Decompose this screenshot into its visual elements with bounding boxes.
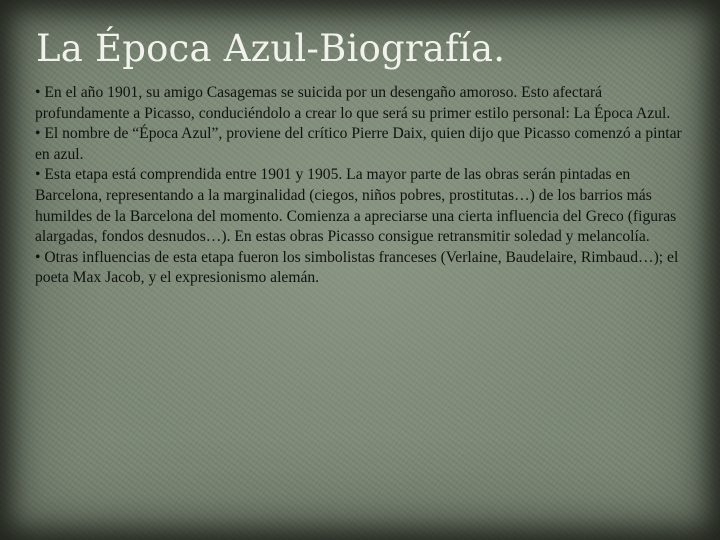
bullet-item: • Esta etapa está comprendida entre 1901 y 1905. La mayor parte de las obras serán pintadas en Barcelona, representando a la marginalidad (ciegos, niños pobres, prostitutas…) de los barrios más humildes de la Barcelona del momento. Comienza a apreciarse una cierta influencia del Greco (figuras alargadas, fondos desnudos…). En estas obras Picasso consigue retransmitir soledad y melancolía. bbox=[35, 166, 677, 246]
bullet-item: • Otras influencias de esta etapa fueron los simbolistas franceses (Verlaine, Baudelaire, Rimbaud…); el poeta Max Jacob, y el expresionismo alemán. bbox=[35, 248, 679, 287]
bullet-item: • El nombre de “Época Azul”, proviene del crítico Pierre Daix, quien dijo que Picasso comenzó a pintar en azul. bbox=[35, 125, 682, 163]
slide-title: La Época Azul-Biografía. bbox=[36, 27, 506, 70]
bullet-item: • En el año 1901, su amigo Casagemas se suicida por un desengaño amoroso. Esto afectará profundamente a Picasso, conduciéndolo a crear lo que será su primer estilo personal: La Época Azul. bbox=[35, 84, 671, 122]
slide-body bbox=[35, 83, 683, 289]
